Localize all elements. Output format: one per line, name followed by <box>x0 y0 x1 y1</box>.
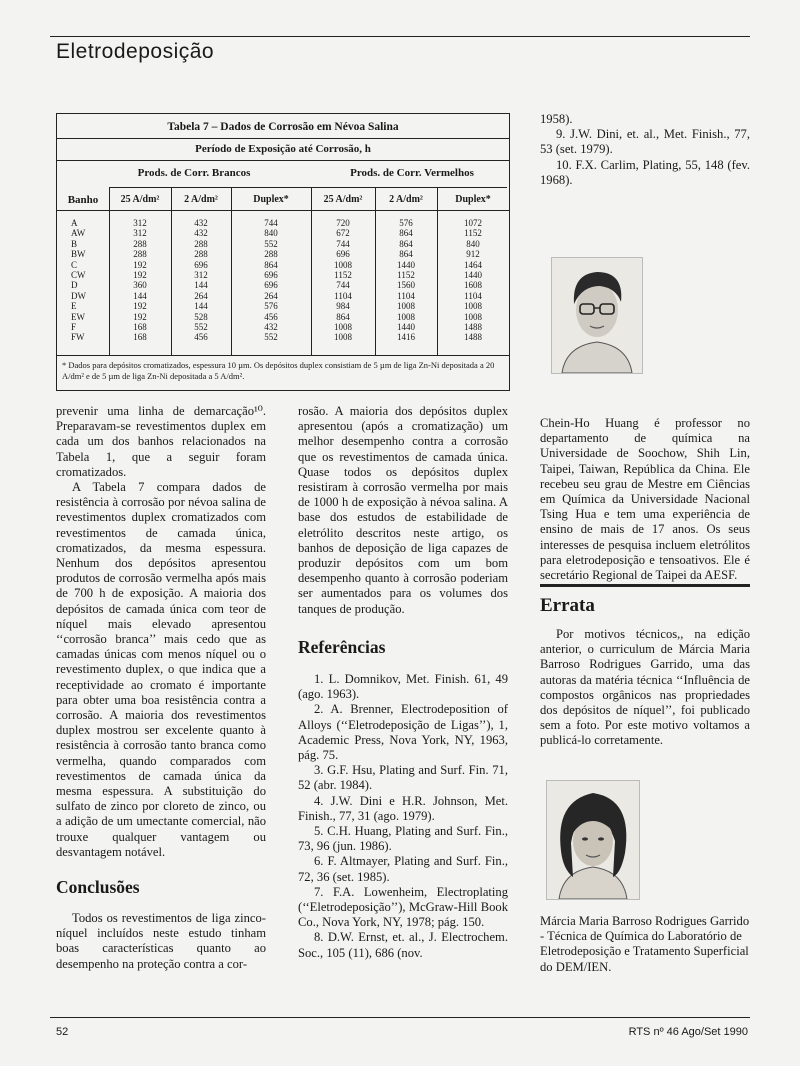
col-header-red-duplex: Duplex* <box>455 194 491 205</box>
reference-item: 2. A. Brenner, Electrodeposition of Alloys (‘‘Eletrodeposição de Ligas’’), 1, Academic Press, Nova York, NY, 1963, pág. 75. <box>298 702 508 763</box>
photo-marcia-garrido <box>546 780 640 900</box>
bio-garrido-text: Márcia Maria Barroso Rodrigues Garrido - Técnica de Química do Laboratório de Eletrodeposição e Tratamento Superficial do DEM/IEN. <box>540 914 750 974</box>
reference-item: 9. J.W. Dini, et. al., Met. Finish., 77, 53 (set. 1979). <box>540 127 750 157</box>
col-red-2-values: 576 864 864 864 1440 1152 1560 1104 1008 1008 1440 1416 <box>397 218 415 343</box>
reference-item: 1958). <box>540 112 573 126</box>
column-2 <box>298 404 508 617</box>
col-red-25-values: 720 672 744 696 1008 1152 744 1104 984 864 1008 1008 <box>334 218 352 343</box>
references-heading: Referências <box>298 637 386 657</box>
col-header-white-2: 2 A/dm² <box>184 194 218 205</box>
footer-rule <box>50 1017 750 1018</box>
col-header-red-2: 2 A/dm² <box>389 194 423 205</box>
reference-item: 6. F. Altmayer, Plating and Surf. Fin., 72, 36 (set. 1985). <box>298 854 508 884</box>
conclusions-heading: Conclusões <box>56 877 140 897</box>
column-1 <box>56 404 266 860</box>
col-header-banho: Banho <box>67 194 99 206</box>
col1-paragraph-1: prevenir uma linha de demarcação¹⁰. Preparavam-se revestimentos duplex em cada um dos banhos relacionados na Tabela 1, que a seguir foram cromatizados. <box>56 404 266 479</box>
bio-chein-ho-huang <box>540 416 750 583</box>
reference-item: 7. F.A. Lowenheim, Electroplating (‘‘Eletrodeposição’’), McGraw-Hill Book Co., Nova York, NY, 1978; pág. 150. <box>298 884 508 930</box>
table-footnote: * Dados para depósitos cromatizados, espessura 10 µm. Os depósitos duplex consistiam de 5 µm de liga Zn-Ni depositada a 20 A/dm² e de 5 µm de liga Zn-Ni depositada a 5 A/dm². <box>62 360 495 381</box>
bio-huang-text: Chein-Ho Huang é professor no departamento de química na Universidade de Soochow, Shih Lin, Taipei, Taiwan, República da China. Ele recebeu seu grau de Mestre em Ciências em Química da Universidade Nacional Tsing Hua e tem uma experiência de ensino de mais de 17 anos. Os seus interesses de pesquisa incluem eletrólitos para eletrodeposição e tensoativos. Ele é secretário Regional de Taipei da AESF. <box>540 416 750 583</box>
col-header-white-duplex: Duplex* <box>253 194 289 205</box>
col1-paragraph-3: Todos os revestimentos de liga zinco-níquel incluídos neste estudo tinham boas características quanto ao desempenho na proteção contra a cor- <box>56 911 266 971</box>
reference-item: 1. L. Domnikov, Met. Finish. 61, 49 (ago. 1963). <box>298 672 508 702</box>
section-title: Eletrodeposição <box>56 40 215 63</box>
errata-heading: Errata <box>540 595 595 616</box>
reference-item: 8. D.W. Ernst, et. al., J. Electrochem. Soc., 105 (11), 686 (nov. <box>298 930 508 960</box>
col-banho-values: A AW B BW C CW D DW E EW F FW <box>71 218 86 343</box>
bio-marcia-garrido <box>540 914 750 975</box>
col-white-2-values: 432 432 288 288 696 312 144 264 144 528 552 456 <box>194 218 208 343</box>
col-red-duplex-values: 1072 1152 840 912 1464 1440 1608 1104 1008 1008 1488 1488 <box>464 218 482 343</box>
errata-rule <box>540 584 750 587</box>
col-header-white-25: 25 A/dm² <box>120 194 160 205</box>
portrait-woman-icon <box>547 781 639 899</box>
photo-chein-ho-huang <box>551 257 643 374</box>
references-list <box>298 672 508 961</box>
table-subtitle: Período de Exposição até Corrosão, h <box>195 143 371 155</box>
col2-paragraph-1: rosão. A maioria dos depósitos duplex apresentou (após a cromatização) um melhor desempenho contra a corrosão que os revestimentos de camada única. Quase todos os depósitos duplex resistiram à corrosão vermelha por mais de 1000 h de exposição à névoa salina. A base dos estudos de estabilidade de eletrólito descritos neste artigo, os banhos de deposição de liga capazes de produzir depósitos com um bom desempenho quanto à corrosão poderiam ser aumentados para os volumes dos tanques de produção. <box>298 404 508 616</box>
errata-paragraph: Por motivos técnicos,, na edição anterior, o curriculum de Márcia Maria Barroso Rodrigues Garrido, uma das autoras da matéria técnica ‘‘Influência de compostos orgânicos nas propriedades dos depósitos de níquel’’, foi publicado sem a foto. Por este motivo voltamos a publicá-lo corretamente. <box>540 627 750 748</box>
page-number: 52 <box>56 1026 69 1038</box>
portrait-man-icon <box>552 258 642 373</box>
reference-item: 3. G.F. Hsu, Plating and Surf. Fin. 71, 52 (abr. 1984). <box>298 763 508 793</box>
col-white-duplex-values: 744 840 552 288 864 696 696 264 576 456 432 552 <box>264 218 278 343</box>
col-white-25-values: 312 312 288 288 192 192 360 144 192 192 168 168 <box>133 218 147 343</box>
group-red-header: Prods. de Corr. Vermelhos <box>350 167 474 179</box>
errata-text <box>540 627 750 749</box>
group-white-header: Prods. de Corr. Brancos <box>137 167 251 179</box>
references-continued <box>540 112 750 188</box>
table-title: Tabela 7 – Dados de Corrosão em Névoa Salina <box>167 121 399 133</box>
conclusions-text <box>56 911 266 972</box>
col-header-red-25: 25 A/dm² <box>323 194 363 205</box>
table-7 <box>56 113 510 391</box>
reference-item: 4. J.W. Dini e H.R. Johnson, Met. Finish., 77, 31 (ago. 1979). <box>298 793 508 823</box>
col1-paragraph-2: A Tabela 7 compara dados de resistência à corrosão por névoa salina de revestimentos duplex cromatizados com revestimentos de camada única, cromatizados, da mesma espessura. Nenhum dos depósitos apresentou produtos de corrosão vermelha após mais de 700 h de exposição. A maioria dos depósitos de camada única com teor de níquel mais elevado apresentou ‘‘corrosão branca’’ mais cedo que as camadas únicas com menos níquel ou o revestimento duplex, o que indica que a receptividade ao cromato é importante para obter uma boa resistência contra a corrosão. A maioria dos revestimentos duplex mostrou ser excelente quanto à resistência à corrosão tanto branca como vermelha, quando comparados com revestimentos de camada única da mesma espessura. A substituição do sulfato de zinco por cloreto de zinco, ou a adição de um umectante comercial, não trouxe qualquer vantagem ou desvantagem notável. <box>56 480 266 859</box>
reference-item: 5. C.H. Huang, Plating and Surf. Fin., 73, 96 (jun. 1986). <box>298 824 508 854</box>
header-rule <box>50 36 750 37</box>
reference-item: 10. F.X. Carlim, Plating, 55, 148 (fev. 1968). <box>540 157 750 187</box>
issue-info: RTS nº 46 Ago/Set 1990 <box>628 1026 748 1038</box>
